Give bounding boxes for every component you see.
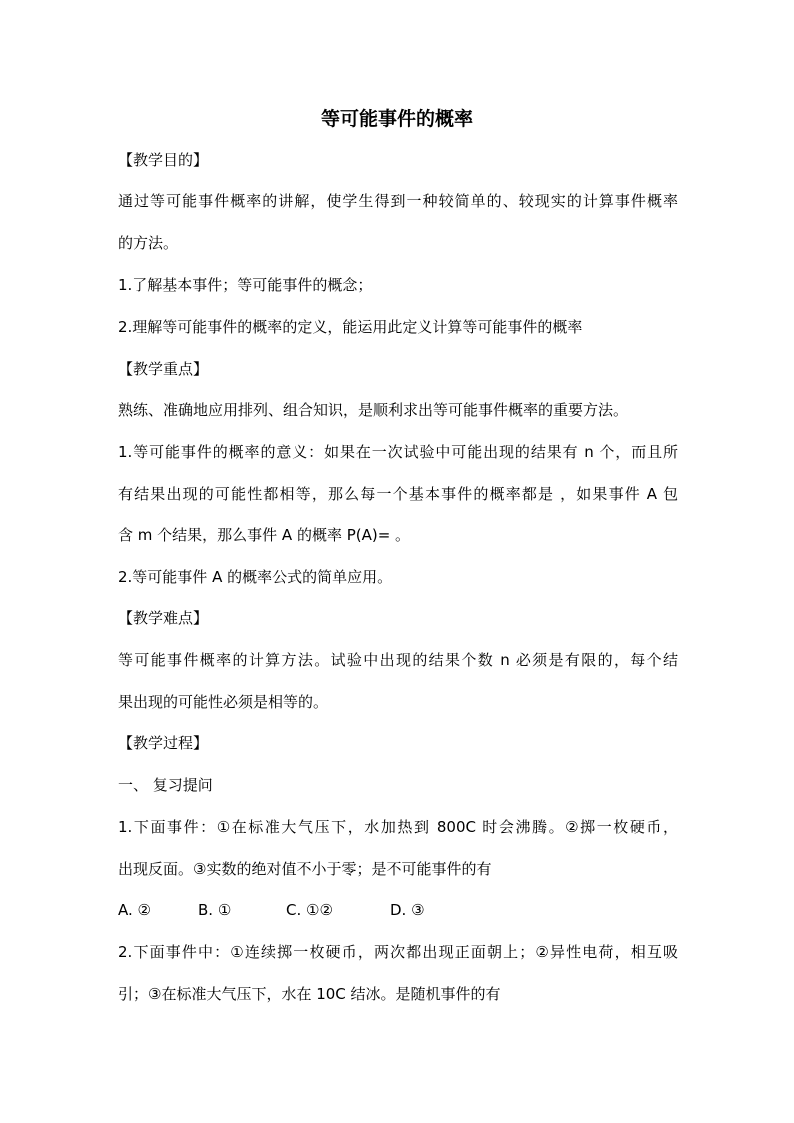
objective-line-2: 的方法。 — [118, 234, 179, 252]
objective-item-2: 2.理解等可能事件的概率的定义，能运用此定义计算等可能事件的概率 — [118, 318, 583, 336]
option-d: D. ③ — [390, 901, 425, 919]
objective-heading: 【教学目的】 — [118, 151, 209, 169]
question-1-line-1: 1.下面事件：①在标准大气压下，水加热到 800C 时会沸腾。②掷一枚硬币， — [118, 818, 678, 836]
difficulty-heading: 【教学难点】 — [118, 609, 209, 627]
objective-line-1: 通过等可能事件概率的讲解，使学生得到一种较简单的、较现实的计算事件概率 — [118, 192, 678, 210]
option-c: C. ①② — [286, 901, 333, 919]
question-1-line-2: 出现反面。③实数的绝对值不小于零；是不可能事件的有 — [118, 860, 492, 878]
question-2-line-2: 引；③在标准大气压下，水在 10C 结冰。是随机事件的有 — [118, 985, 501, 1003]
difficulty-line-2: 果出现的可能性必须是相等的。 — [118, 693, 329, 711]
objective-item-1: 1.了解基本事件；等可能事件的概念； — [118, 276, 373, 294]
review-heading: 一、 复习提问 — [118, 776, 213, 794]
process-heading: 【教学过程】 — [118, 734, 209, 752]
question-2-line-1: 2.下面事件中：①连续掷一枚硬币，两次都出现正面朝上；②异性电荷，相互吸 — [118, 943, 678, 961]
question-1-options — [118, 898, 678, 922]
difficulty-line-1: 等可能事件概率的计算方法。试验中出现的结果个数 n 必须是有限的，每个结 — [118, 651, 678, 669]
key-item-1-line-1: 1.等可能事件的概率的意义：如果在一次试验中可能出现的结果有 n 个，而且所 — [118, 443, 678, 461]
option-b: B. ① — [198, 901, 232, 919]
key-item-1-line-3: 含 m 个结果，那么事件 A 的概率 P(A)= 。 — [118, 526, 411, 544]
option-a: A. ② — [118, 901, 151, 919]
key-item-2: 2.等可能事件 A 的概率公式的简单应用。 — [118, 568, 393, 586]
key-line-1: 熟练、准确地应用排列、组合知识，是顺利求出等可能事件概率的重要方法。 — [118, 401, 629, 419]
page-title: 等可能事件的概率 — [320, 108, 473, 130]
key-item-1-line-2: 有结果出现的可能性都相等，那么每一个基本事件的概率都是 ，如果事件 A 包 — [118, 485, 678, 503]
key-heading: 【教学重点】 — [118, 360, 209, 378]
